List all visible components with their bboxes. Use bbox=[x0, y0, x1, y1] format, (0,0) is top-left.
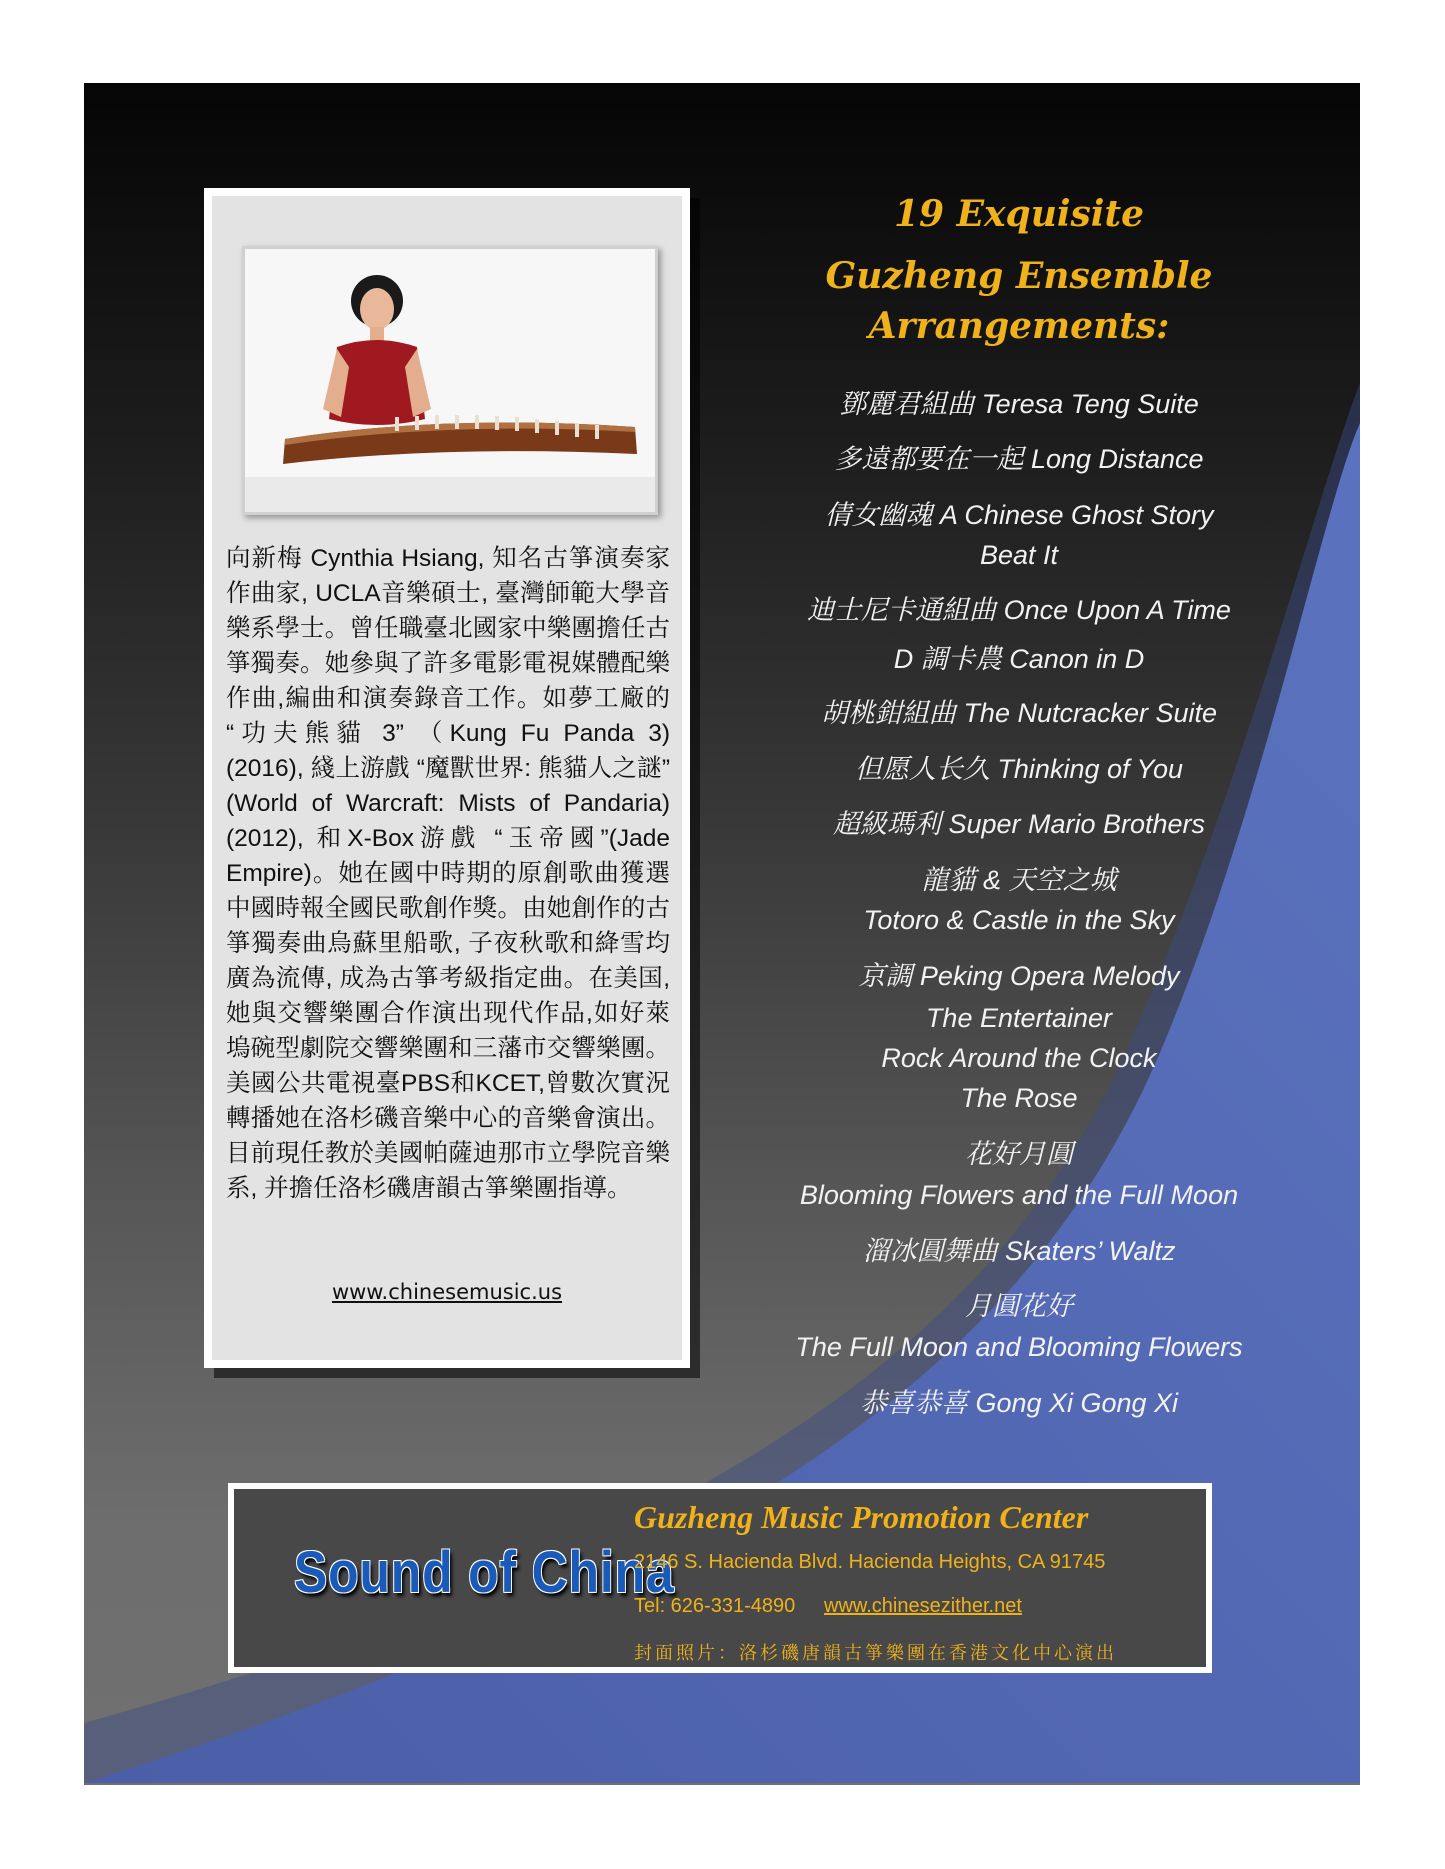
song-item: 鄧麗君組曲 Teresa Teng Suite bbox=[839, 389, 1199, 419]
list-title-line1: 19 Exquisite bbox=[893, 193, 1145, 235]
song-item: 但愿人长久 Thinking of You bbox=[854, 754, 1184, 784]
song-item: The Entertainer bbox=[925, 1003, 1113, 1033]
org-name: Guzheng Music Promotion Center bbox=[634, 1499, 1089, 1535]
song-item: 胡桃鉗組曲 The Nutcracker Suite bbox=[820, 698, 1218, 728]
song-item: 溜冰圓舞曲 Skaters’ Waltz bbox=[862, 1236, 1176, 1266]
song-item: D 調卡農 Canon in D bbox=[893, 644, 1145, 674]
song-item: Blooming Flowers and the Full Moon bbox=[799, 1180, 1239, 1210]
org-address: 2146 S. Hacienda Blvd. Hacienda Heights, CA 91745 bbox=[634, 1551, 1106, 1573]
song-item: 京調 Peking Opera Melody bbox=[858, 961, 1180, 991]
song-item: Rock Around the Clock bbox=[881, 1043, 1157, 1073]
photo-credit: 封面照片：洛杉磯唐韻古箏樂團在香港文化中心演出 bbox=[634, 1643, 1117, 1664]
song-item: The Full Moon and Blooming Flowers bbox=[795, 1332, 1243, 1362]
song-item: 恭喜恭喜 Gong Xi Gong Xi bbox=[859, 1388, 1179, 1418]
woman-playing-guzheng-photo bbox=[245, 249, 655, 512]
song-item: 龍貓 & 天空之城 bbox=[921, 865, 1117, 895]
brand-logo-text: Sound of China bbox=[294, 1540, 675, 1605]
org-phone: Tel: 626-331-4890 bbox=[634, 1595, 796, 1617]
photo-frame bbox=[242, 246, 658, 515]
list-title-line2: Guzheng Ensemble bbox=[825, 255, 1213, 297]
song-item: The Rose bbox=[960, 1083, 1078, 1113]
bio-text: 向新梅 Cynthia Hsiang, 知名古箏演奏家作曲家, UCLA音樂碩士, 臺灣師範大學音樂系學士。曾任職臺北國家中樂團擔任古箏獨奏。她參與了許多電影電視媒體配樂作曲,編曲和演奏錄音工作。如夢工廠的 “功夫熊貓 3” （Kung Fu Panda 3) (2016), 綫上游戲 “魔獸世界: 熊貓人之謎” (World of Warcraft: Mists of Pandaria) (2012), 和X-Box游戲 “玉帝國”(Jade Empire)。她在國中時期的原創歌曲獲選中國時報全國民歌創作獎。由她創作的古箏獨奏曲烏蘇里船歌, 子夜秋歌和絳雪均廣為流傳, 成為古箏考級指定曲。在美国,她與交響樂團合作演出现代作品,如好萊塢碗型劇院交響樂團和三藩市交響樂團。美國公共電視臺PBS和KCET,曾數次實況轉播她在洛杉磯音樂中心的音樂會演出。目前現任教於美國帕薩迪那市立學院音樂系, 并擔任洛杉磯唐韻古箏樂團指導。 bbox=[226, 545, 670, 1202]
list-title-line3: Arrangements: bbox=[868, 305, 1170, 347]
org-website-link[interactable]: www.chinesezither.net bbox=[824, 1595, 1022, 1617]
song-item: Beat It bbox=[979, 540, 1059, 570]
song-item: 花好月圓 bbox=[965, 1139, 1073, 1169]
song-item: 倩女幽魂 A Chinese Ghost Story bbox=[824, 500, 1214, 530]
footer-box bbox=[228, 1483, 1212, 1673]
bio-card bbox=[204, 188, 690, 1368]
song-item: Totoro & Castle in the Sky bbox=[863, 905, 1175, 935]
flyer-page bbox=[84, 83, 1360, 1785]
bio-website-link[interactable]: www.chinesemusic.us bbox=[331, 1280, 563, 1304]
song-item: 迪士尼卡通組曲 Once Upon A Time bbox=[807, 595, 1231, 625]
song-item: 超級瑪利 Super Mario Brothers bbox=[832, 809, 1206, 839]
song-item: 月圓花好 bbox=[965, 1291, 1073, 1321]
song-item: 多遠都要在一起 Long Distance bbox=[834, 444, 1204, 474]
